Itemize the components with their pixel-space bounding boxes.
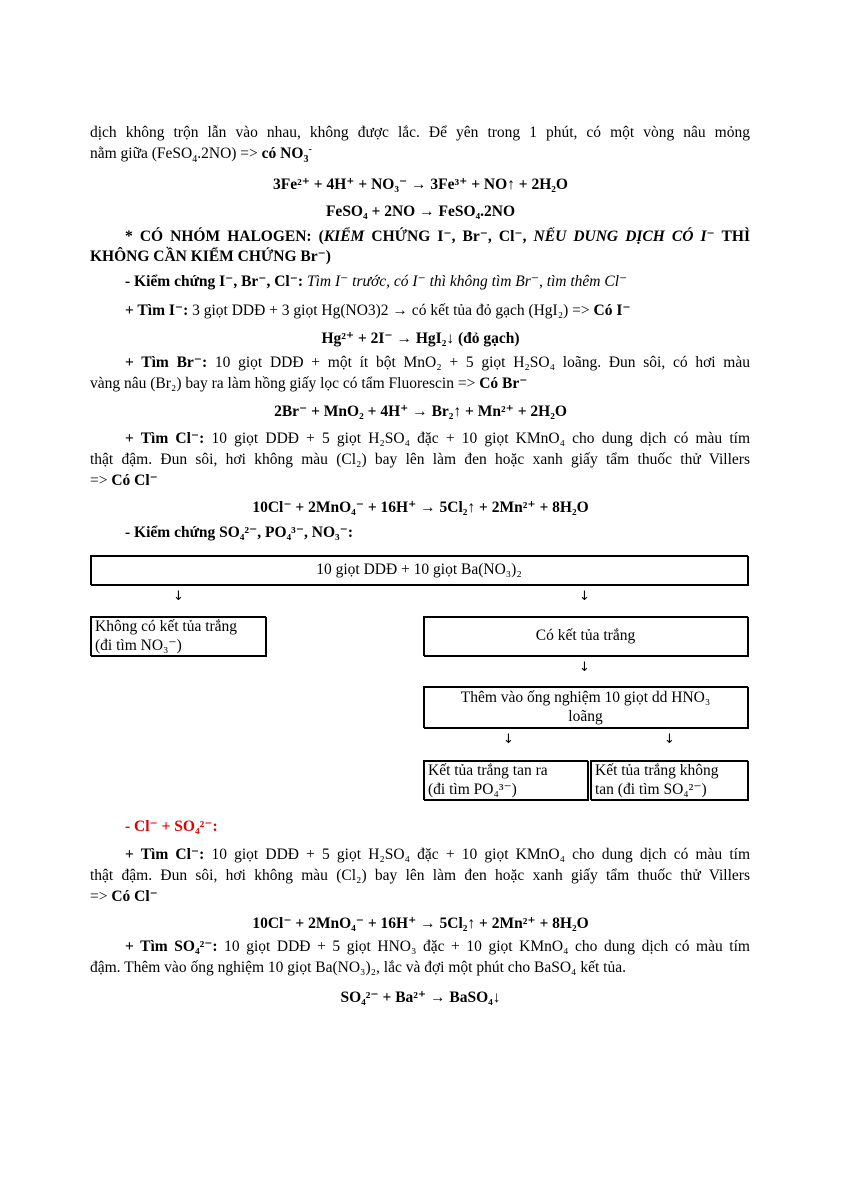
equation: FeSO₄ + 2NO → FeSO₄.2NO — [325, 203, 516, 220]
find-sulfate-line2: đậm. Thêm vào ống nghiệm 10 giọt Ba(NO₃)₂, lắc và đợi một phút cho BaSO₄ kết tủa. — [90, 959, 626, 976]
find-sulfate: + Tìm SO₄²⁻: 10 giọt DDĐ + 5 giọt HNO₃ đặc + 10 giọt KMnO₄ cho dung dịch có màu tím — [125, 938, 750, 955]
find-chloride: + Tìm Cl⁻: 10 giọt DDĐ + 5 giọt H₂SO₄ đặc + 10 giọt KMnO₄ cho dung dịch có màu tím — [125, 430, 750, 447]
find-bromide-line2: vàng nâu (Br₂) bay ra làm hồng giấy lọc có tẩm Fluorescin => Có Br⁻ — [90, 375, 528, 392]
equation: 2Br⁻ + MnO₂ + 4H⁺ → Br₂↑ + Mn²⁺ + 2H₂O — [274, 403, 567, 420]
find-chloride-line2: thật đậm. Đun sôi, hơi không màu (Cl₂) bay lên làm đen hoặc xanh giấy tẩm thuốc thử Villers — [90, 451, 750, 468]
equation: Hg²⁺ + 2I⁻ → HgI₂↓ (đỏ gạch) — [321, 330, 520, 347]
flow-box-white-precipitate — [423, 616, 748, 656]
find-chloride-2-line2: thật đậm. Đun sôi, hơi không màu (Cl₂) bay lên làm đen hoặc xanh giấy tẩm thuốc thử Villers — [90, 867, 750, 884]
para-line: nằm giữa (FeSO$_4$.2NO) => có $NO_3^-$ — [90, 143, 312, 166]
check-halogen: - Kiểm chứng I⁻, Br⁻, Cl⁻: Tìm I⁻ trước, có I⁻ thì không tìm Br⁻, tìm thêm Cl⁻ — [125, 273, 628, 290]
flow-box-start-text: 10 giọt DDĐ + 10 giọt Ba(NO₃)₂ — [316, 561, 522, 578]
arrow-down-icon: ↓ — [579, 660, 590, 675]
flow-box-text: Kết tủa trắng không — [595, 762, 719, 779]
flow-box-text: loãng — [568, 708, 603, 725]
section-cl-so4-heading: - Cl⁻ + SO₄²⁻: — [125, 818, 218, 835]
arrow-down-icon: ↓ — [664, 732, 675, 747]
equation: 3Fe²⁺ + 4H⁺ + NO₃⁻ → 3Fe³⁺ + NO↑ + 2H₂O — [272, 176, 568, 193]
flow-box-start — [90, 555, 748, 585]
arrow-down-icon: ↓ — [173, 589, 184, 604]
flow-box-text: (đi tìm PO₄³⁻) — [428, 781, 517, 798]
check-anions-heading: - Kiểm chứng SO₄²⁻, PO₄³⁻, NO₃⁻: — [125, 524, 354, 541]
find-chloride-line3: => Có Cl⁻ — [90, 472, 158, 489]
flow-box-text: Không có kết tủa trắng — [95, 618, 238, 635]
flow-box-no-precipitate — [90, 616, 266, 656]
find-chloride-2: + Tìm Cl⁻: 10 giọt DDĐ + 5 giọt H₂SO₄ đặc + 10 giọt KMnO₄ cho dung dịch có màu tím — [125, 846, 750, 863]
equation: 10Cl⁻ + 2MnO₄⁻ + 16H⁺ → 5Cl₂↑ + 2Mn²⁺ + 8H₂O — [252, 499, 589, 516]
flow-box-not-dissolves — [590, 760, 748, 800]
flow-box-text: (đi tìm NO₃⁻) — [95, 637, 182, 654]
equation: 10Cl⁻ + 2MnO₄⁻ + 16H⁺ → 5Cl₂↑ + 2Mn²⁺ + 8H₂O — [252, 915, 589, 932]
para-line: dịch không trộn lẫn vào nhau, không được lắc. Để yên trong 1 phút, có một vòng nâu mỏng — [90, 124, 750, 141]
arrow-down-icon: ↓ — [503, 732, 514, 747]
flow-box-text: Kết tủa trắng tan ra — [428, 762, 548, 779]
arrow-down-icon: ↓ — [579, 589, 590, 604]
flow-box-add-hno3 — [423, 686, 748, 728]
find-iodide: + Tìm I⁻: 3 giọt DDĐ + 3 giọt Hg(NO3)2 → có kết tủa đỏ gạch (HgI₂) => Có I⁻ — [125, 302, 631, 319]
flow-box-text: tan (đi tìm SO₄²⁻) — [595, 781, 707, 798]
find-bromide: + Tìm Br⁻: 10 giọt DDĐ + một ít bột MnO₂ + 5 giọt H₂SO₄ loãng. Đun sôi, có hơi màu — [125, 354, 750, 371]
halogen-heading: * CÓ NHÓM HALOGEN: (KIỂM CHỨNG I⁻, Br⁻, Cl⁻, NẾU DUNG DỊCH CÓ I⁻ THÌ — [125, 228, 750, 245]
find-chloride-2-line3: => Có Cl⁻ — [90, 888, 158, 905]
halogen-heading-line2: KHÔNG CẦN KIỂM CHỨNG Br⁻) — [90, 248, 331, 265]
flow-box-text: Có kết tủa trắng — [535, 627, 636, 644]
flow-box-dissolves — [423, 760, 588, 800]
flow-box-text: Thêm vào ống nghiệm 10 giọt dd HNO₃ — [460, 689, 711, 706]
equation: SO₄²⁻ + Ba²⁺ → BaSO₄↓ — [340, 989, 501, 1006]
